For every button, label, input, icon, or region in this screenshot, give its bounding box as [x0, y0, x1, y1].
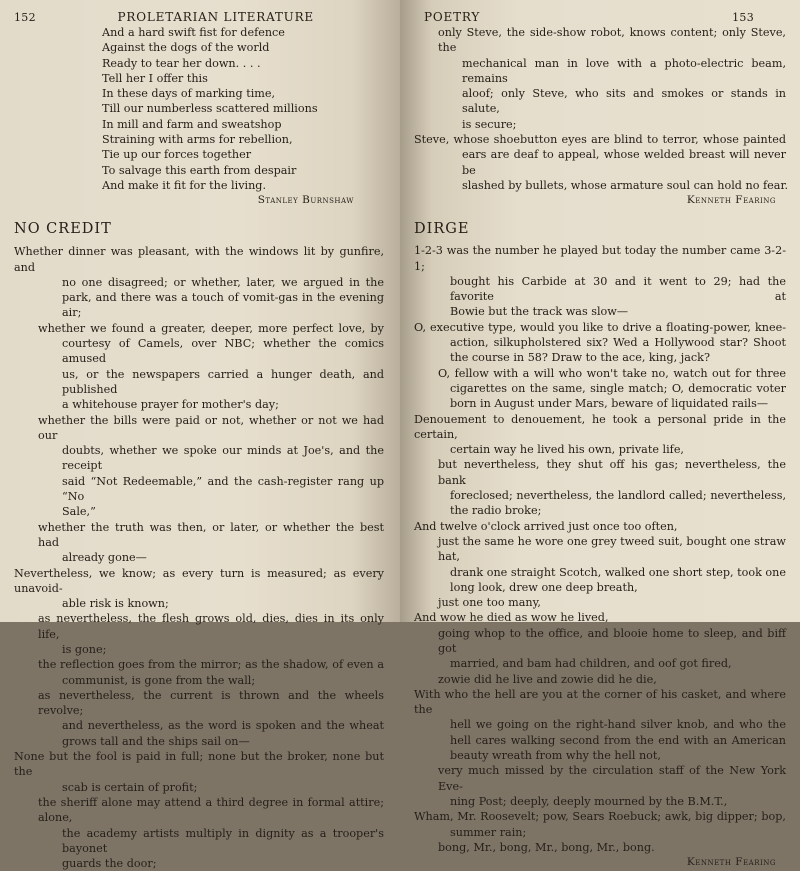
poem-line: Whether dinner was pleasant, with the windows lit by gunfire, and	[14, 245, 384, 274]
poem-line: the reflection goes from the mirror; as the shadow, of even a	[38, 658, 384, 672]
poem-line: said “Not Redeemable,” and the cash-register rang up “No	[62, 474, 384, 504]
verse-line: Straining with arms for rebellion,	[102, 133, 293, 147]
poem-line: doubts, whether we spoke our minds at Joe's, and the receipt	[62, 444, 384, 473]
poem-end-stanza	[14, 25, 384, 193]
poem-line: is secure;	[462, 117, 517, 131]
poem-line: us, or the newspapers carried a hunger death, and published	[62, 367, 384, 396]
poem-line: as nevertheless, the current is thrown and the wheels revolve;	[38, 688, 384, 718]
poem-line: just the same he wore one grey tweed suit, bought one straw hat,	[438, 534, 786, 564]
poem-line: Sale,”	[62, 505, 96, 519]
poem-line: And twelve o'clock arrived just once too often,	[414, 519, 678, 533]
verse-line: Tell her I offer this	[102, 71, 208, 85]
poem-line: and nevertheless, as the word is spoken and the wheat	[62, 719, 384, 733]
verse-line: And make it fit for the living.	[102, 178, 267, 192]
poem-title-no-credit: NO CREDIT	[14, 221, 112, 238]
poem-line: cigarettes on the same, single match; O, democratic voter	[450, 381, 786, 395]
poem-line: the radio broke;	[450, 504, 542, 518]
poem-line: married, and bam had children, and oof got fired,	[450, 657, 732, 671]
left-running-head	[14, 10, 384, 24]
poem-line: able risk is known;	[62, 597, 169, 611]
poem-line: is gone;	[62, 642, 107, 656]
poem-line: 1-2-3 was the number he played but today the number came 3-2-1;	[414, 244, 786, 273]
poem-line: hell we going on the right-hand silver knob, and who the	[450, 718, 786, 732]
poem-line: O, executive type, would you like to drive a floating-power, knee-	[414, 320, 786, 334]
poem-line: O, fellow with a will who won't take no, watch out for three	[438, 366, 786, 380]
poem-line: grows tall and the ships sail on—	[62, 734, 250, 748]
poem-line: a whitehouse prayer for mother's day;	[62, 398, 279, 412]
poem-line: certain way he lived his own, private life,	[450, 443, 684, 457]
poem-line: whether the truth was then, or later, or whether the best had	[38, 520, 384, 549]
poem-line: action, silkupholstered six? Wed a Hollywood star? Shoot	[450, 336, 786, 350]
poem-line: bong, Mr., bong, Mr., bong, Mr., bong.	[438, 840, 655, 854]
poem-line: aloof; only Steve, who sits and smokes or stands in salute,	[462, 87, 786, 116]
poem-author-fearing-1: Kenneth Fearing	[686, 194, 776, 207]
poem-line: guards the door;	[62, 857, 157, 871]
poem-line: as nevertheless, the flesh grows old, dies, dies in its only life,	[38, 612, 384, 641]
poem-line: no one disagreed; or whether, later, we argued in the	[62, 275, 384, 289]
poem-line: born in August under Mars, beware of liquidated rails—	[450, 397, 769, 411]
poem-author-burnshaw: Stanley Burnshaw	[257, 194, 354, 207]
poem-line: hell cares walking second from the end with an American	[450, 733, 786, 747]
poem-line: Wham, Mr. Roosevelt; pow, Sears Roebuck; awk, big dipper; bop,	[414, 810, 786, 824]
poem-line: And wow he died as wow he lived,	[414, 611, 609, 625]
verse-line: In mill and farm and sweatshop	[102, 117, 282, 131]
right-page	[400, 0, 800, 869]
poem-line: park, and there was a touch of vomit-gas in the evening	[62, 291, 384, 305]
poem-line: already gone—	[62, 551, 147, 565]
poem-line: summer rain;	[450, 825, 527, 839]
verse-line: And a hard swift fist for defence	[102, 26, 285, 39]
poem-line: zowie did he live and zowie did he die,	[438, 672, 657, 686]
verse-line: In these days of marking time,	[102, 87, 276, 101]
poem-line: whether the bills were paid or not, whether or not we had our	[38, 413, 384, 442]
poem-line: mechanical man in love with a photo-electric beam, remains	[462, 56, 786, 85]
poem-line: communist, is gone from the wall;	[62, 673, 256, 687]
poem-line: going whop to the office, and blooie home to sleep, and biff got	[438, 626, 786, 655]
poem-line: beauty wreath from why the hell not,	[450, 749, 661, 763]
poem-line: Bowie but the track was slow—	[450, 305, 629, 319]
dirge-body	[414, 243, 786, 855]
poem-line: the course in 58? Draw to the ace, king, jack?	[450, 351, 710, 365]
verse-line: Till our numberless scattered millions	[102, 102, 318, 116]
steve-stanza	[414, 25, 789, 193]
poem-line: air;	[62, 306, 82, 320]
right-running-title: POETRY	[424, 10, 481, 24]
poem-line: courtesy of Camels, over NBC; whether the comics amused	[62, 337, 384, 366]
poem-line: With who the hell are you at the corner of his casket, and where the	[414, 687, 786, 717]
poem-line: the sheriff alone may attend a third degree in formal attire; alone,	[38, 795, 384, 825]
poem-line: Nevertheless, we know; as every turn is measured; as every unavoid-	[14, 566, 384, 595]
poem-title-dirge: DIRGE	[414, 221, 470, 238]
poem-line: bought his Carbide at 30 and it went to 29; had the favorite at	[450, 274, 786, 304]
poem-line: ning Post; deeply, deeply mourned by the B.M.T.,	[450, 794, 728, 808]
poem-line: only Steve, the side-show robot, knows content; only Steve, the	[438, 26, 786, 55]
poem-line: but nevertheless, they shut off his gas; nevertheless, the bank	[438, 458, 786, 487]
verse-line: Ready to tear her down. . . .	[102, 56, 261, 70]
left-page-number: 152	[14, 11, 36, 24]
poem-line: None but the fool is paid in full; none but the broker, none but the	[14, 750, 384, 779]
poem-line: slashed by bullets, whose armature soul can hold no fear.	[462, 178, 789, 192]
poem-author-fearing-2: Kenneth Fearing	[686, 856, 776, 869]
poem-line: Steve, whose shoebutton eyes are blind to terror, whose painted	[414, 133, 786, 147]
right-running-head	[414, 10, 786, 24]
poem-line: foreclosed; nevertheless, the landlord called; nevertheless,	[450, 489, 786, 503]
poem-line: scab is certain of profit;	[62, 780, 198, 794]
poem-line: Denouement to denouement, he took a personal pride in the certain,	[414, 412, 786, 441]
poem-line: whether we found a greater, deeper, more perfect love, by	[38, 321, 384, 335]
poem-line: ears are deaf to appeal, whose welded breast will never be	[462, 148, 786, 177]
no-credit-body	[14, 244, 384, 871]
poem-line: just one too many,	[438, 596, 541, 610]
left-running-title: PROLETARIAN LITERATURE	[117, 10, 314, 24]
poem-line: very much missed by the circulation staff of the New York Eve-	[438, 764, 786, 793]
right-page-number: 153	[732, 11, 754, 24]
verse-line: Against the dogs of the world	[102, 41, 270, 55]
poem-line: drank one straight Scotch, walked one short step, took one	[450, 565, 786, 579]
poem-line: long look, drew one deep breath,	[450, 580, 638, 594]
verse-line: Tie up our forces together	[102, 148, 252, 162]
poem-line: the academy artists multiply in dignity as a trooper's bayonet	[62, 826, 384, 855]
verse-line: To salvage this earth from despair	[102, 163, 297, 177]
